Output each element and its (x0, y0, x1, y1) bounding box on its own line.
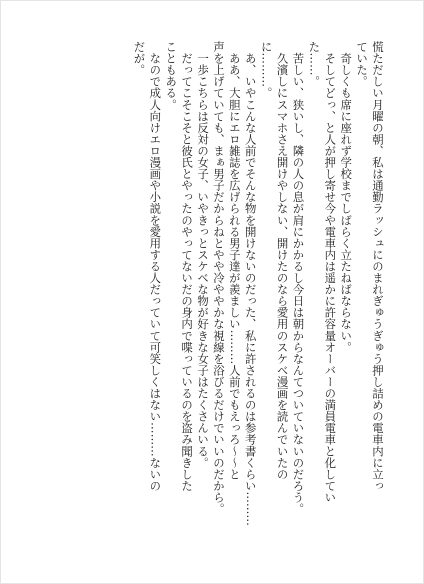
text-line: あ、いやこんな人前でそんな物を開けないのだった、私に許されるのは参考書くらい……… (243, 41, 258, 527)
text-line: た……。 (307, 41, 322, 88)
text-line: 慌ただしい月曜の朝、私は通勤ラッシュにのまれぎゅうぎゅう押し詰めの電車内に立っ (371, 41, 385, 492)
text-line: そしてどっ、と人が押し寄せ今や電車内は遥かに許容量オーバーの満員電車と化してい (323, 41, 338, 503)
text-line: 声を上げていても、まぁ男子だからねとやや冷ややかな視線を浴びるだけでいいのだから。 (211, 41, 226, 515)
text-line: 苦しい、狭いし、隣の人の息が肩にかかるし今日は朝からなんてついていないのだろう。 (291, 41, 306, 515)
text-line: 一歩こちらは反対の女子、いやきっとスケベな物が好きな女子はたくさんいる。 (196, 41, 211, 469)
text-line: 奇しくも席に座れず学校までしばらく立たねばならない。 (339, 41, 354, 353)
text-line: に………。 (259, 41, 274, 99)
text-line: ああ、大胆にエロ雑誌を広げられる男子達が羨ましい………人前でもえっろ〜〜と (227, 41, 242, 480)
text-line: なので成人向けエロ漫画や小説を愛用する人だっていて可笑しくはない………ないの (148, 41, 163, 492)
text-line: だが。 (132, 41, 147, 76)
text-line: こともある。 (164, 41, 179, 111)
text-line: 久濱しにスマホさえ開けやしない、開けたのなら愛用のスケベ漫画を読んでいたの (275, 41, 290, 480)
vertical-text-body (131, 41, 386, 541)
text-line: だってこそこそと彼氏とやったのやってないだの身内で喋っているのを盗み聞きした (180, 41, 195, 492)
text-line: ていた。 (355, 41, 370, 88)
